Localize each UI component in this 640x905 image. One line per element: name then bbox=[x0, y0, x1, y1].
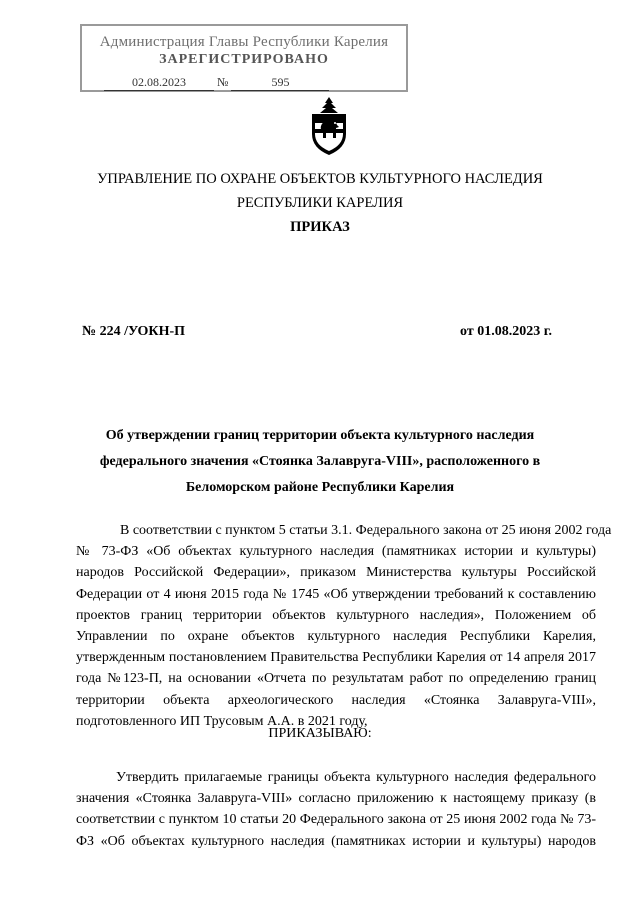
doc-type: ПРИКАЗ bbox=[290, 219, 350, 235]
preamble-line: года №123-П, на основании «Отчета по результатам работ по определению границ bbox=[76, 671, 596, 687]
preamble-line: подготовленного ИП Трусовым А.А. в 2021 году, bbox=[76, 713, 368, 729]
preamble-line: Управлении по охране объектов культурного наследия Республики Карелия, bbox=[76, 628, 596, 644]
preamble-line: проектов границ территории объектов культурного наследия», Положением об bbox=[76, 607, 596, 623]
title-line: Беломорском районе Республики Карелия bbox=[185, 480, 455, 495]
preamble-line: В соответствии с пунктом 5 статьи 3.1. Федерального закона от 25 июня 2002 года bbox=[120, 523, 612, 538]
clause-line: соответствии с пунктом 10 статьи 20 Федерального закона от 25 июня 2002 года № 73- bbox=[76, 812, 596, 828]
clause-paragraph bbox=[76, 767, 596, 852]
registration-stamp bbox=[80, 24, 408, 92]
stamp-number-label: № bbox=[217, 75, 229, 89]
preamble-line: территории объекта археологического наследия «Стоянка Залавруга-VIII», bbox=[76, 692, 596, 708]
org-name-line2: РЕСПУБЛИКИ КАРЕЛИЯ bbox=[236, 195, 404, 211]
org-name-line1: УПРАВЛЕНИЕ ПО ОХРАНЕ ОБЪЕКТОВ КУЛЬТУРНОГО НАСЛЕДИЯ bbox=[97, 171, 543, 187]
clause-line: Утвердить прилагаемые границы объекта культурного наследия федерального bbox=[116, 770, 596, 785]
clause-line: значения «Стоянка Залавруга-VIII» согласно приложению к настоящему приказу (в bbox=[76, 791, 596, 807]
stamp-status: ЗАРЕГИСТРИРОВАНО bbox=[159, 52, 329, 67]
title-line: федерального значения «Стоянка Залавруга-VIII», расположенного в bbox=[99, 454, 541, 469]
preamble-line: № 73-ФЗ «Об объектах культурного наследия (памятниках истории и культуры) bbox=[76, 544, 596, 560]
stamp-office: Администрация Главы Республики Карелия bbox=[99, 34, 389, 50]
preamble-line: Федерации от 4 июня 2015 года № 1745 «Об утверждении требований к составлению bbox=[76, 586, 596, 602]
stamp-registration-line bbox=[104, 75, 329, 91]
preamble-paragraph bbox=[76, 520, 612, 732]
title-line: Об утверждении границ территории объекта культурного наследия bbox=[105, 428, 535, 443]
karelia-coat-of-arms-icon bbox=[306, 96, 352, 156]
order-number: № 224 /УОКН-П bbox=[82, 324, 186, 339]
command-word: ПРИКАЗЫВАЮ: bbox=[268, 726, 372, 741]
clause-line: ФЗ «Об объектах культурного наследия (памятниках истории и культуры) народов bbox=[76, 833, 596, 849]
stamp-number: 595 bbox=[231, 75, 329, 91]
preamble-line: народов Российской Федерации», приказом Министерства культуры Российской bbox=[76, 565, 596, 581]
order-date: от 01.08.2023 г. bbox=[460, 324, 552, 339]
preamble-line: утвержденным постановлением Правительства Республики Карелия от 14 апреля 2017 bbox=[76, 650, 596, 666]
stamp-date: 02.08.2023 bbox=[104, 75, 214, 91]
